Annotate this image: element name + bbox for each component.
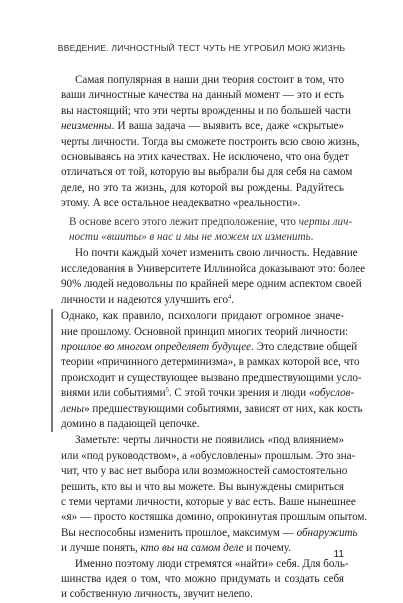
paragraph-4 bbox=[61, 309, 363, 432]
text-line: ваши личностные качества на данный момент — это и есть bbox=[61, 89, 344, 102]
emphasis: неизменны bbox=[61, 120, 112, 133]
text-line: и лучше понять, кто вы на самом деле и почему. bbox=[61, 542, 291, 555]
text-line: решить, кто вы и что вы можете. Вы вынуждены смириться bbox=[61, 480, 344, 493]
text-line: Самая популярная в наши дни теория состоит в том, что bbox=[75, 74, 344, 86]
text-line: «я» — просто костяшка домино, опрокинутая прошлым опытом. bbox=[61, 511, 368, 524]
highlighted-passage bbox=[51, 309, 363, 432]
paragraph-6 bbox=[61, 557, 349, 603]
text-line: виями или событиями$^5$. С этой точки зрения и люди «обуслов- bbox=[61, 386, 355, 400]
text-line: происходит и существующее вызвано предшествующими усло- bbox=[61, 371, 362, 384]
text-line: вы настоящий; что эти черты врожденны и по большей части bbox=[61, 104, 351, 117]
text-line: Именно поэтому люди стремятся «найти» себя. Для боль- bbox=[75, 557, 349, 570]
text-line: личности и надеются улучшить его$^4$. bbox=[61, 293, 235, 306]
text-line: 90% людей недовольны по крайней мере одним аспектом своей bbox=[61, 278, 362, 291]
text-line: прошлое во многом определяет будущее. Это следствие общей bbox=[61, 340, 358, 353]
emphasis: кто вы на самом деле bbox=[140, 542, 244, 555]
body-text bbox=[61, 73, 368, 603]
emphasized-statement bbox=[61, 215, 353, 246]
text-line: этому. А все остальное неадекватно «реальности». bbox=[61, 197, 301, 210]
text-line: деле, но это та жизнь, для которой вы рождены. Радуйтесь bbox=[61, 181, 344, 194]
text-line: с теми чертами личности, которые у вас есть. Ваше нынешнее bbox=[61, 495, 356, 508]
emphasis: обнаружить bbox=[296, 526, 358, 539]
text-line: основываясь на этих качествах. Не исключено, что она будет bbox=[61, 151, 349, 164]
text-line: лены» предшествующими событиями, зависят от них, как кость bbox=[61, 402, 363, 415]
emphasis: ности «вшиты» в нас и мы не можем их изменить bbox=[69, 231, 311, 244]
paragraph-5 bbox=[61, 433, 368, 556]
text-line: Вы неспособны изменить прошлое, максимум — обнаружить bbox=[61, 526, 358, 539]
text-line: Но почти каждый хочет изменить свою личность. Недавние bbox=[75, 247, 358, 260]
text-line: ности «вшиты» в нас и мы не можем их изменить. bbox=[69, 231, 314, 244]
text-line: или «под руководством», а «обусловлены» прошлым. Это зна- bbox=[61, 449, 356, 462]
paragraph-3 bbox=[61, 246, 366, 308]
text-line: и собственную личность, звучит нелепо. bbox=[61, 588, 253, 601]
emphasis: черты лич- bbox=[298, 215, 353, 228]
emphasis: прошлое во многом определяет будущее bbox=[61, 340, 252, 353]
text-line: Заметьте: черты личности не появились «под влиянием» bbox=[75, 434, 344, 447]
text-line: Однако, как правило, психологи придают огромное значе- bbox=[61, 310, 344, 323]
footnote-ref: 4 bbox=[228, 293, 232, 300]
paragraph-1 bbox=[61, 73, 360, 212]
emphasis: лены bbox=[61, 402, 85, 415]
text-line: ние прошлому. Основной принцип многих теорий личности: bbox=[61, 325, 349, 338]
running-head: ВВЕДЕНИЕ. ЛИЧНОСТНЫЙ ТЕСТ ЧУТЬ НЕ УГРОБИЛ МОЮ ЖИЗНЬ bbox=[57, 43, 346, 53]
footnote-ref: 5 bbox=[165, 386, 169, 394]
text-line: неизменны. И ваша задача — выявить все, даже «скрытые» bbox=[61, 120, 344, 133]
text-line: домино в падающей цепочке. bbox=[61, 417, 200, 430]
text-line: В основе всего этого лежит предположение, что черты лич- bbox=[69, 215, 353, 228]
text-line: чит, что у вас нет выбора или возможностей самостоятельно bbox=[61, 465, 348, 478]
text-line: шинства идея о том, что можно придумать и создать себя bbox=[61, 573, 344, 585]
text-line: черты личности. Тогда вы сможете построить всю свою жизнь, bbox=[61, 135, 360, 148]
emphasis: обуслов- bbox=[314, 387, 355, 400]
text-line: теории «причинного детерминизма», в рамках которой все, что bbox=[61, 356, 360, 369]
text-line: отличаться от той, которую вы выбрали бы для себя на самом bbox=[61, 166, 353, 179]
text-line: исследования в Университете Иллинойса доказывают это: более bbox=[61, 262, 366, 275]
page-number: 11 bbox=[333, 549, 344, 560]
